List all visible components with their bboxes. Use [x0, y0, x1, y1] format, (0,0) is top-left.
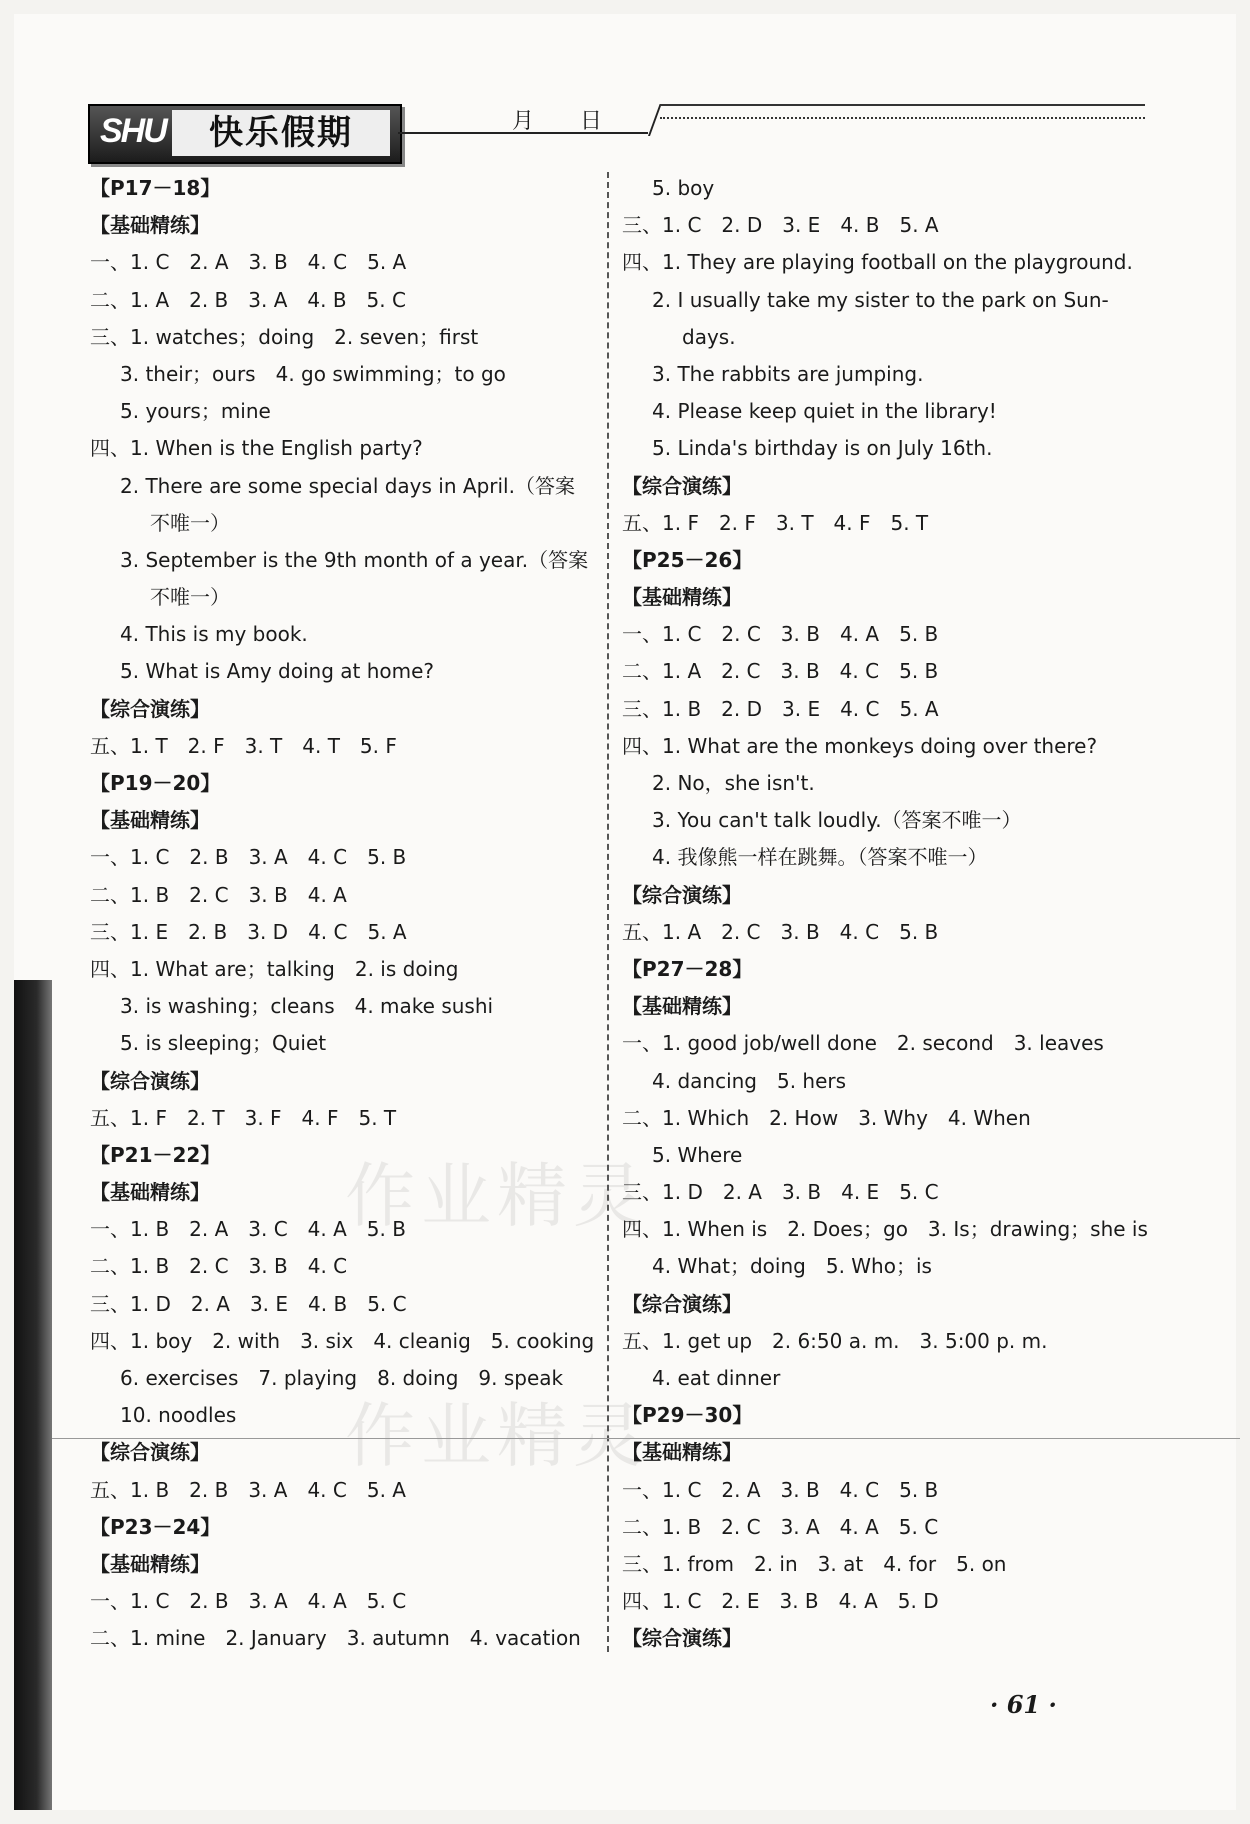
- answer-line: 5. is sleeping；Quiet: [120, 1031, 327, 1056]
- book-spine-shadow: [14, 980, 52, 1810]
- answer-line: 二、1. A 2. C 3. B 4. C 5. B: [622, 659, 939, 684]
- answer-line: 一、1. B 2. A 3. C 4. A 5. B: [90, 1217, 406, 1242]
- section-heading: 【基础精练】: [90, 1180, 210, 1205]
- answer-line: days.: [682, 324, 736, 349]
- answer-line: 6. exercises 7. playing 8. doing 9. speak: [120, 1366, 564, 1390]
- answer-line: 三、1. B 2. D 3. E 4. C 5. A: [622, 696, 939, 721]
- answer-line: 二、1. B 2. C 3. B 4. C: [90, 1254, 348, 1279]
- answer-line: 5. Linda's birthday is on July 16th.: [652, 436, 993, 461]
- header-dotted-rule: [660, 117, 1145, 119]
- answer-column-left: [90, 170, 630, 1658]
- watermark: 作业精灵: [345, 1155, 649, 1237]
- section-heading: 【P21－22】: [90, 1142, 221, 1167]
- section-heading: 【P25－26】: [622, 547, 753, 572]
- section-heading: 【基础精练】: [90, 1551, 210, 1576]
- section-heading: 【综合演练】: [622, 882, 742, 907]
- answer-column-right: [622, 170, 1162, 1658]
- answer-line: 五、1. F 2. T 3. F 4. F 5. T: [90, 1105, 397, 1130]
- answer-line: 3. September is the 9th month of a year.（答案: [120, 547, 589, 572]
- answer-line: 三、1. watches；doing 2. seven；first: [90, 324, 479, 349]
- answer-line: 三、1. D 2. A 3. B 4. E 5. C: [622, 1180, 939, 1205]
- answer-line: 四、1. C 2. E 3. B 4. A 5. D: [622, 1589, 939, 1614]
- answer-line: 5. yours；mine: [120, 399, 271, 424]
- column-divider: [607, 172, 609, 1652]
- section-heading: 【综合演练】: [622, 1291, 742, 1316]
- section-heading: 【基础精练】: [622, 1440, 742, 1465]
- month-label: 月: [512, 109, 535, 134]
- answer-line: 5. Where: [652, 1142, 743, 1167]
- answer-line: 3. is washing；cleans 4. make sushi: [120, 994, 494, 1019]
- answer-line: 4. dancing 5. hers: [652, 1068, 847, 1093]
- answer-line: 二、1. A 2. B 3. A 4. B 5. C: [90, 287, 406, 312]
- crease-line: [52, 1438, 1240, 1439]
- day-label: 日: [580, 109, 603, 134]
- brand-banner: [88, 104, 402, 164]
- section-heading: 【综合演练】: [90, 696, 210, 721]
- answer-line: 四、1. They are playing football on the playground.: [622, 250, 1133, 275]
- answer-line: 2. There are some special days in April.（答案: [120, 473, 575, 498]
- answer-line: 二、1. Which 2. How 3. Why 4. When: [622, 1105, 1031, 1130]
- answer-line: 2. No，she isn't.: [652, 771, 815, 795]
- section-heading: 【P23－24】: [90, 1514, 221, 1539]
- answer-line: 五、1. get up 2. 6:50 a. m. 3. 5:00 p. m.: [622, 1328, 1048, 1353]
- section-heading: 【综合演练】: [622, 1626, 742, 1651]
- answer-line: 一、1. C 2. B 3. A 4. A 5. C: [90, 1589, 407, 1614]
- header-top-rule: [660, 104, 1145, 106]
- section-heading: 【P19－20】: [90, 771, 221, 795]
- section-heading: 【P29－30】: [622, 1403, 753, 1428]
- answer-line: 三、1. from 2. in 3. at 4. for 5. on: [622, 1551, 1007, 1576]
- answer-line: 不唯一）: [150, 510, 230, 535]
- answer-line: 四、1. What are the monkeys doing over there?: [622, 733, 1098, 758]
- answer-line: 4. What；doing 5. Who；is: [652, 1254, 932, 1279]
- answer-line: 10. noodles: [120, 1403, 237, 1428]
- answer-line: 四、1. When is the English party?: [90, 436, 423, 461]
- answer-line: 5. boy: [652, 176, 715, 200]
- answer-line: 二、1. mine 2. January 3. autumn 4. vacation: [90, 1626, 581, 1651]
- section-heading: 【P27－28】: [622, 956, 753, 981]
- answer-line: 五、1. F 2. F 3. T 4. F 5. T: [622, 510, 929, 535]
- section-heading: 【基础精练】: [622, 994, 742, 1019]
- section-heading: 【综合演练】: [622, 473, 742, 498]
- section-heading: 【基础精练】: [622, 585, 742, 610]
- answer-line: 四、1. When is 2. Does；go 3. Is；drawing；she is: [622, 1217, 1148, 1242]
- answer-line: 不唯一）: [150, 585, 230, 610]
- section-heading: 【P17－18】: [90, 176, 221, 200]
- page-number: · 61 ·: [990, 1690, 1057, 1719]
- answer-line: 3. You can't talk loudly.（答案不唯一）: [652, 808, 1022, 833]
- answer-line: 3. The rabbits are jumping.: [652, 361, 924, 386]
- answer-line: 三、1. C 2. D 3. E 4. B 5. A: [622, 213, 939, 238]
- answer-line: 四、1. What are；talking 2. is doing: [90, 956, 459, 981]
- brand-logo: SHU: [100, 112, 166, 150]
- answer-line: 一、1. C 2. A 3. B 4. C 5. A: [90, 250, 407, 275]
- answer-line: 一、1. C 2. B 3. A 4. C 5. B: [90, 845, 407, 870]
- answer-line: 4. eat dinner: [652, 1366, 781, 1390]
- answer-line: 三、1. D 2. A 3. E 4. B 5. C: [90, 1291, 407, 1316]
- answer-line: 2. I usually take my sister to the park on Sun-: [652, 287, 1109, 312]
- answer-line: 4. Please keep quiet in the library!: [652, 399, 997, 424]
- answer-line: 二、1. B 2. C 3. A 4. A 5. C: [622, 1514, 939, 1539]
- answer-line: 三、1. E 2. B 3. D 4. C 5. A: [90, 919, 407, 944]
- answer-line: 一、1. good job/well done 2. second 3. leaves: [622, 1031, 1104, 1056]
- answer-line: 五、1. B 2. B 3. A 4. C 5. A: [90, 1477, 406, 1502]
- section-heading: 【综合演练】: [90, 1068, 210, 1093]
- answer-line: 二、1. B 2. C 3. B 4. A: [90, 882, 347, 907]
- section-heading: 【基础精练】: [90, 808, 210, 833]
- section-heading: 【基础精练】: [90, 213, 210, 238]
- answer-line: 一、1. C 2. C 3. B 4. A 5. B: [622, 622, 939, 647]
- answer-line: 四、1. boy 2. with 3. six 4. cleanig 5. cooking: [90, 1328, 595, 1353]
- answer-line: 一、1. C 2. A 3. B 4. C 5. B: [622, 1477, 939, 1502]
- answer-line: 5. What is Amy doing at home?: [120, 659, 435, 684]
- answer-line: 4. 我像熊一样在跳舞。（答案不唯一）: [652, 845, 988, 870]
- watermark: 作业精灵: [345, 1395, 649, 1477]
- answer-line: 3. their；ours 4. go swimming；to go: [120, 361, 506, 386]
- answer-line: 4. This is my book.: [120, 622, 308, 647]
- brand-title: 快乐假期: [172, 110, 390, 156]
- answer-line: 五、1. A 2. C 3. B 4. C 5. B: [622, 919, 939, 944]
- section-heading: 【综合演练】: [90, 1440, 210, 1465]
- answer-line: 五、1. T 2. F 3. T 4. T 5. F: [90, 733, 397, 758]
